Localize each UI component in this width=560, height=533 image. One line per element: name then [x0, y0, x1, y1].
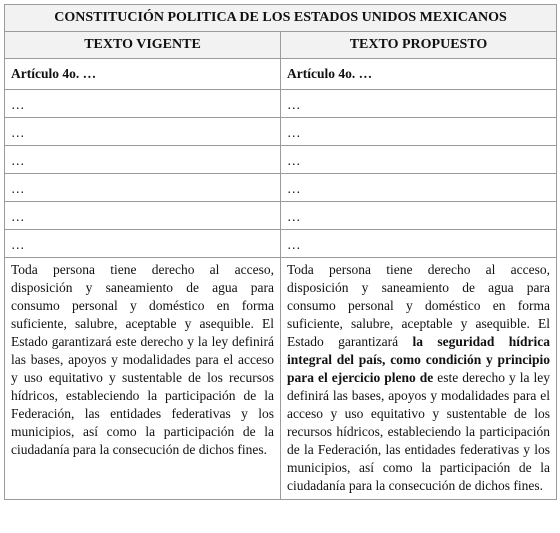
- ellipsis-current: …: [5, 90, 281, 118]
- ellipsis-current: …: [5, 146, 281, 174]
- table-row: [5, 146, 557, 174]
- column-header-current: TEXTO VIGENTE: [5, 32, 281, 59]
- table-row: [5, 230, 557, 258]
- ellipsis-proposed: …: [281, 118, 557, 146]
- ellipsis-current: …: [5, 230, 281, 258]
- body-text-proposed-before: Toda persona tiene derecho al acceso, disposición y saneamiento de agua para consumo personal y doméstico en forma suficiente, salubre, aceptable y asequible. El Estado garantizará: [287, 262, 551, 349]
- body-text-proposed: [281, 258, 557, 500]
- body-row: [5, 258, 557, 500]
- table-title: CONSTITUCIÓN POLITICA DE LOS ESTADOS UNIDOS MEXICANOS: [5, 5, 557, 32]
- ellipsis-proposed: …: [281, 202, 557, 230]
- table-row: [5, 174, 557, 202]
- article-row: [5, 59, 557, 90]
- table-title-row: [5, 5, 557, 32]
- table-row: [5, 118, 557, 146]
- article-current: Artículo 4o. …: [5, 59, 281, 90]
- column-header-row: [5, 32, 557, 59]
- body-text-proposed-after: este derecho y la ley definirá las bases, apoyos y modalidades para el acceso y uso equitativo y sustentable de los recursos hídricos, estableciendo la participación de la Federación, las entidades federativas y los municipios, así como la participación de la ciudadanía para la consecución de dichos fines.: [287, 370, 551, 493]
- table-row: [5, 202, 557, 230]
- ellipsis-proposed: …: [281, 146, 557, 174]
- column-header-proposed: TEXTO PROPUESTO: [281, 32, 557, 59]
- ellipsis-current: …: [5, 202, 281, 230]
- body-text-current: Toda persona tiene derecho al acceso, disposición y saneamiento de agua para consumo personal y doméstico en forma suficiente, salubre, aceptable y asequible. El Estado garantizará este derecho y la ley definirá las bases, apoyos y modalidades para el acceso y uso equitativo y sustentable de los recursos hídricos, estableciendo la participación de la Federación, las entidades federativas y los municipios, así como la participación de la ciudadanía para la consecución de dichos fines.: [5, 258, 281, 500]
- ellipsis-proposed: …: [281, 174, 557, 202]
- ellipsis-proposed: …: [281, 90, 557, 118]
- ellipsis-proposed: …: [281, 230, 557, 258]
- document-page: [4, 4, 556, 500]
- comparison-table: [4, 4, 557, 500]
- table-row: [5, 90, 557, 118]
- article-proposed: Artículo 4o. …: [281, 59, 557, 90]
- ellipsis-current: …: [5, 174, 281, 202]
- body-text-proposed-highlight: la seguridad hídrica integral del país, como condición y principio para el ejercicio pleno de: [287, 334, 551, 385]
- ellipsis-current: …: [5, 118, 281, 146]
